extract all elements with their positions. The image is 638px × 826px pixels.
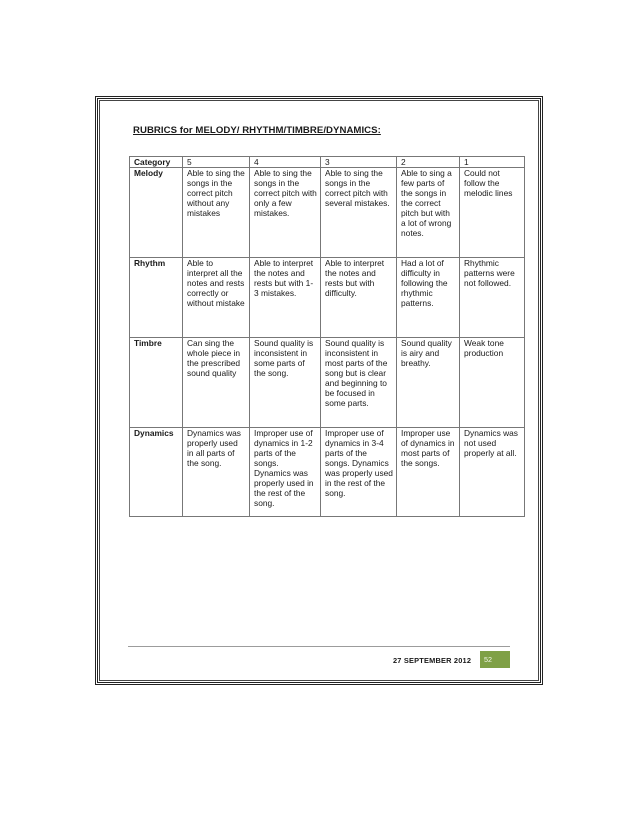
table-cell: Able to sing the songs in the correct pitch without any mistakes [183,168,250,258]
header-category: Category [130,157,183,168]
category-melody: Melody [130,168,183,258]
table-cell: Improper use of dynamics in 1-2 parts of the songs. Dynamics was properly used in the rest of the song. [250,428,321,517]
table-cell: Rhythmic patterns were not followed. [460,258,525,338]
table-row-dynamics [130,428,525,517]
rubric-title: RUBRICS for MELODY/ RHYTHM/TIMBRE/DYNAMICS: [133,125,381,136]
table-cell: Weak tone production [460,338,525,428]
table-cell: Able to sing the songs in the correct pitch with only a few mistakes. [250,168,321,258]
header-score-2: 2 [397,157,460,168]
category-timbre: Timbre [130,338,183,428]
table-cell: Sound quality is inconsistent in some parts of the song. [250,338,321,428]
table-row-melody [130,168,525,258]
table-cell: Improper use of dynamics in 3-4 parts of the songs. Dynamics was properly used in the rest of the song. [321,428,397,517]
table-cell: Able to sing the songs in the correct pitch with several mistakes. [321,168,397,258]
category-dynamics: Dynamics [130,428,183,517]
footer-divider [128,646,510,647]
table-cell: Can sing the whole piece in the prescribed sound quality [183,338,250,428]
table-row-rhythm [130,258,525,338]
table-cell: Had a lot of difficulty in following the rhythmic patterns. [397,258,460,338]
header-score-3: 3 [321,157,397,168]
category-rhythm: Rhythm [130,258,183,338]
header-score-1: 1 [460,157,525,168]
table-cell: Able to interpret all the notes and rests correctly or without mistake [183,258,250,338]
page-number-badge: 52 [480,651,510,668]
table-header-row [130,157,525,168]
table-cell: Sound quality is inconsistent in most parts of the song but is clear and beginning to be focused in some parts. [321,338,397,428]
header-score-5: 5 [183,157,250,168]
footer-date: 27 SEPTEMBER 2012 [393,656,472,665]
table-cell: Dynamics was not used properly at all. [460,428,525,517]
header-score-4: 4 [250,157,321,168]
rubric-table [129,156,525,517]
table-cell: Able to interpret the notes and rests but with 1-3 mistakes. [250,258,321,338]
table-row-timbre [130,338,525,428]
table-cell: Able to sing a few parts of the songs in the correct pitch but with a lot of wrong notes. [397,168,460,258]
table-cell: Able to interpret the notes and rests but with difficulty. [321,258,397,338]
table-cell: Improper use of dynamics in most parts of the songs. [397,428,460,517]
table-cell: Could not follow the melodic lines [460,168,525,258]
table-cell: Dynamics was properly used in all parts of the song. [183,428,250,517]
table-cell: Sound quality is airy and breathy. [397,338,460,428]
